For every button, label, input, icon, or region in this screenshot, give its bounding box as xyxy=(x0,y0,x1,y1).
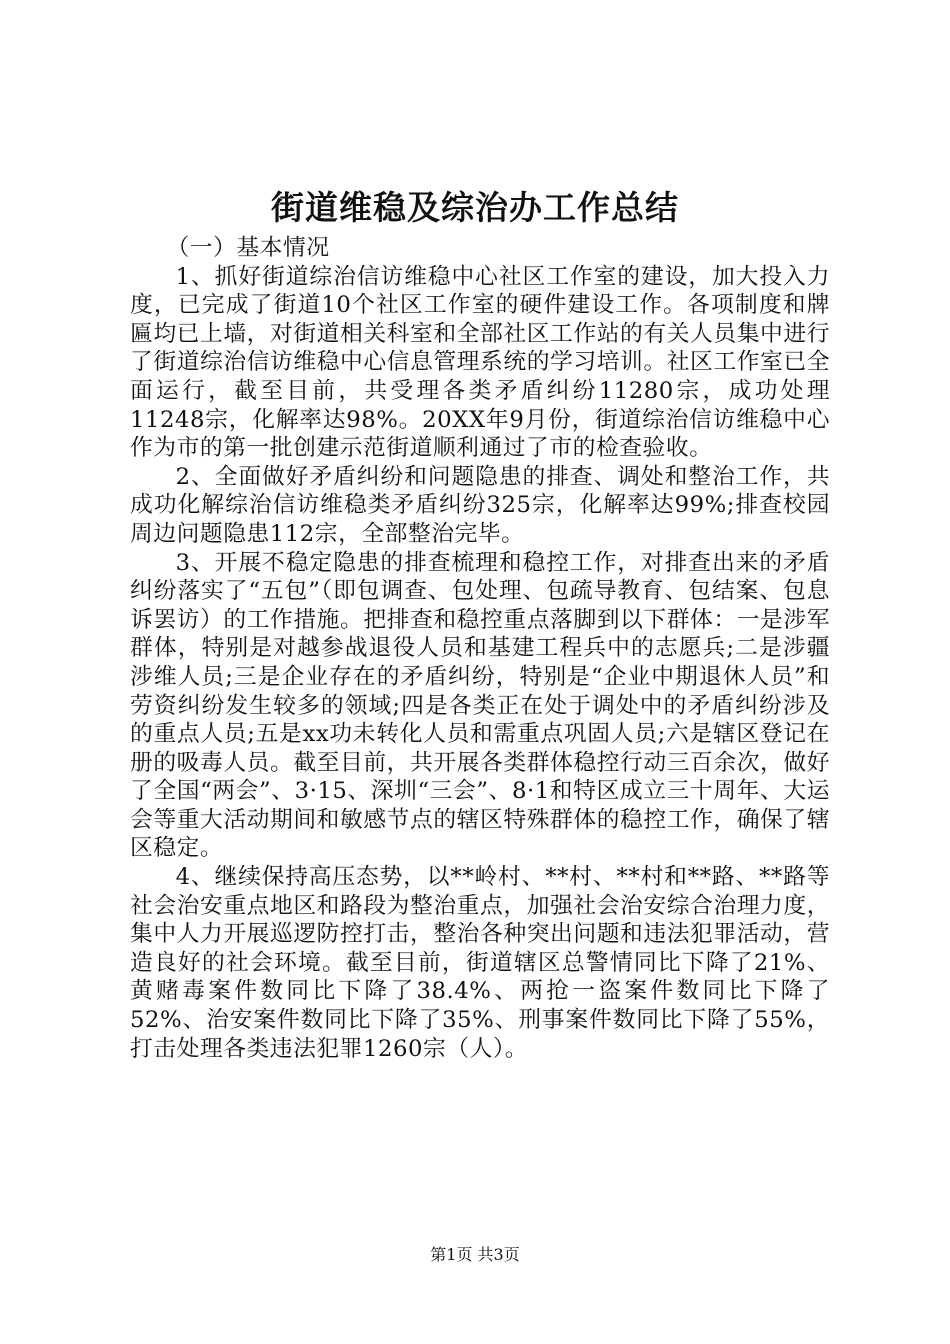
page-footer: 第1页 共3页 xyxy=(430,1245,520,1264)
paragraph-2: 2、全面做好矛盾纠纷和问题隐患的排查、调处和整治工作，共成功化解综治信访维稳类矛盾纠纷325宗，化解率达99%;排查校园周边问题隐患112宗，全部整治完毕。 xyxy=(130,463,830,547)
paragraph-4: 4、继续保持高压态势，以**岭村、**村、**村和**路、**路等社会治安重点地区和路段为整治重点，加强社会治安综合治理力度，集中人力开展巡逻防控打击，整治各种突出问题和违法犯罪活动，营造良好的社会环境。截至目前，街道辖区总警情同比下降了21%、黄赌毒案件数同比下降了38.4%、两抢一盗案件数同比下降了52%、治安案件数同比下降了35%、刑事案件数同比下降了55%，打击处理各类违法犯罪1260宗（人）。 xyxy=(130,864,830,1062)
paragraph-3: 3、开展不稳定隐患的排查梳理和稳控工作，对排查出来的矛盾纠纷落实了“五包”（即包调查、包处理、包疏导教育、包结案、包息诉罢访）的工作措施。把排查和稳控重点落脚到以下群体：一是涉军群体，特别是对越参战退役人员和基建工程兵中的志愿兵;二是涉疆涉维人员;三是企业存在的矛盾纠纷，特别是“企业中期退休人员”和劳资纠纷发生较多的领域;四是各类正在处于调处中的矛盾纠纷涉及的重点人员;五是xx功未转化人员和需重点巩固人员;六是辖区登记在册的吸毒人员。截至目前，共开展各类群体稳控行动三百余次，做好了全国“两会”、3·15、深圳“三会”、8·1和特区成立三十周年、大运会等重大活动期间和敏感节点的辖区特殊群体的稳控工作，确保了辖区稳定。 xyxy=(130,549,830,862)
document-title: 街道维稳及综治办工作总结 xyxy=(271,188,679,227)
document-body xyxy=(130,234,830,1063)
section-heading: （一）基本情况 xyxy=(166,235,330,261)
paragraph-1: 1、抓好街道综治信访维稳中心社区工作室的建设，加大投入力度，已完成了街道10个社区工作室的硬件建设工作。各项制度和牌匾均已上墙，对街道相关科室和全部社区工作站的有关人员集中进行了街道综治信访维稳中心信息管理系统的学习培训。社区工作室已全面运行，截至目前，共受理各类矛盾纠纷11280宗，成功处理11248宗，化解率达98%。20XX年9月份，街道综治信访维稳中心作为市的第一批创建示范街道顺利通过了市的检查验收。 xyxy=(130,263,830,462)
